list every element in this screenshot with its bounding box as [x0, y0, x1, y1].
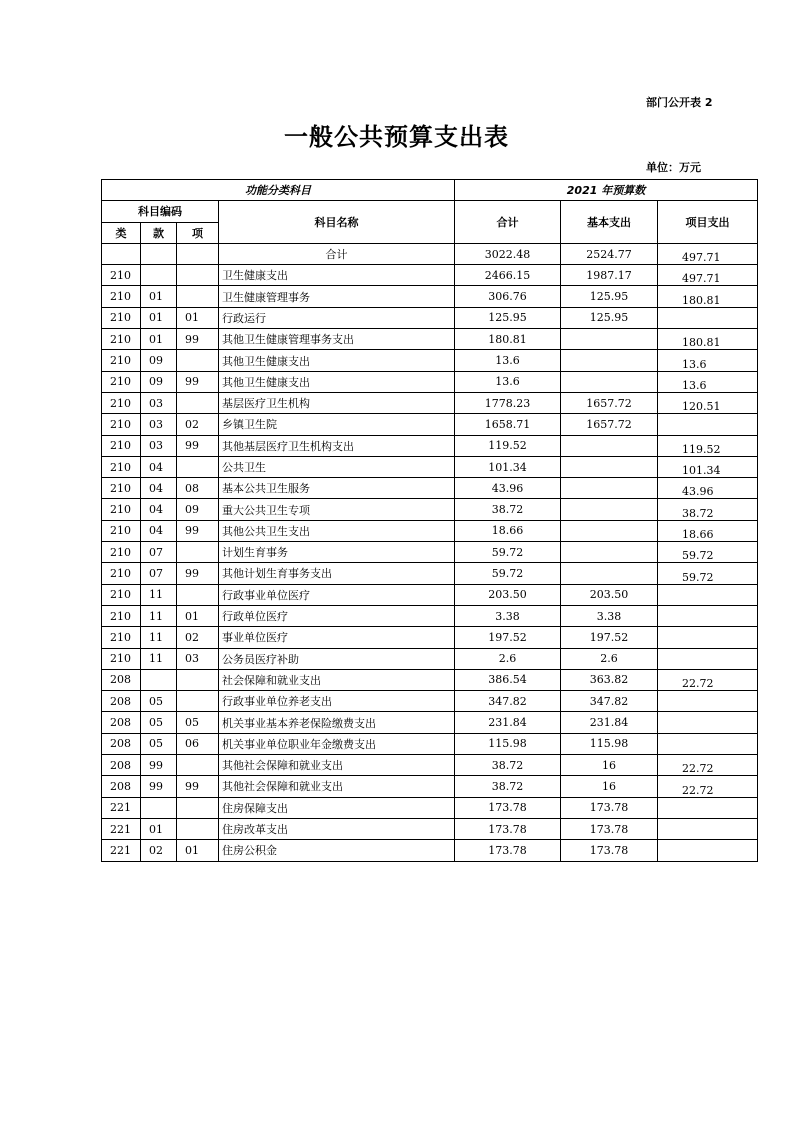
lei-cell: 208 — [102, 712, 141, 733]
kuan-cell: 11 — [141, 627, 177, 648]
project-cell: 59.72 — [658, 542, 758, 563]
lei-cell: 208 — [102, 733, 141, 754]
xiang-cell: 99 — [177, 520, 219, 541]
basic-cell — [561, 563, 658, 584]
total-cell: 38.72 — [455, 499, 561, 520]
lei-cell: 210 — [102, 392, 141, 413]
xiang-cell: 09 — [177, 499, 219, 520]
project-cell — [658, 584, 758, 605]
basic-cell: 125.95 — [561, 307, 658, 328]
item-name-cell: 行政单位医疗 — [219, 605, 455, 626]
kuan-cell: 99 — [141, 755, 177, 776]
xiang-cell: 99 — [177, 563, 219, 584]
xiang-cell: 99 — [177, 329, 219, 350]
table-row — [102, 627, 758, 648]
total-cell: 3022.48 — [455, 243, 561, 264]
xiang-cell — [177, 265, 219, 286]
xiang-cell — [177, 286, 219, 307]
xiang-cell — [177, 669, 219, 690]
item-name-cell: 其他基层医疗卫生机构支出 — [219, 435, 455, 456]
table-row — [102, 818, 758, 839]
basic-cell: 16 — [561, 755, 658, 776]
table-row — [102, 563, 758, 584]
basic-cell: 2524.77 — [561, 243, 658, 264]
lei-cell: 210 — [102, 414, 141, 435]
table-row — [102, 392, 758, 413]
code-group-header: 科目编码 — [102, 201, 219, 222]
lei-cell: 210 — [102, 307, 141, 328]
lei-cell: 210 — [102, 371, 141, 392]
total-cell: 231.84 — [455, 712, 561, 733]
basic-cell: 173.78 — [561, 840, 658, 861]
basic-cell: 203.50 — [561, 584, 658, 605]
lei-cell: 210 — [102, 542, 141, 563]
basic-cell — [561, 520, 658, 541]
table-row — [102, 691, 758, 712]
total-cell: 173.78 — [455, 840, 561, 861]
lei-cell: 208 — [102, 755, 141, 776]
basic-cell: 173.78 — [561, 797, 658, 818]
xiang-cell — [177, 542, 219, 563]
item-name-cell: 计划生育事务 — [219, 542, 455, 563]
basic-cell — [561, 478, 658, 499]
kuan-cell: 04 — [141, 478, 177, 499]
xiang-cell: 99 — [177, 776, 219, 797]
kuan-cell: 11 — [141, 605, 177, 626]
kuan-cell — [141, 265, 177, 286]
kuan-cell — [141, 243, 177, 264]
project-cell: 180.81 — [658, 286, 758, 307]
item-name-cell: 行政事业单位医疗 — [219, 584, 455, 605]
total-cell: 119.52 — [455, 435, 561, 456]
project-cell — [658, 307, 758, 328]
kuan-cell — [141, 669, 177, 690]
header-row-group — [102, 180, 758, 201]
kuan-cell: 05 — [141, 691, 177, 712]
total-cell: 38.72 — [455, 755, 561, 776]
kuan-cell: 09 — [141, 371, 177, 392]
lei-cell: 221 — [102, 797, 141, 818]
total-cell: 386.54 — [455, 669, 561, 690]
table-row — [102, 648, 758, 669]
basic-cell: 347.82 — [561, 691, 658, 712]
item-name-cell: 其他卫生健康管理事务支出 — [219, 329, 455, 350]
xiang-cell: 06 — [177, 733, 219, 754]
lei-cell: 210 — [102, 350, 141, 371]
kuan-cell: 03 — [141, 392, 177, 413]
total-cell: 306.76 — [455, 286, 561, 307]
unit-label: 单位：万元 — [646, 161, 701, 174]
project-cell: 38.72 — [658, 499, 758, 520]
kuan-cell: 01 — [141, 329, 177, 350]
xiang-cell — [177, 584, 219, 605]
item-name-cell: 其他计划生育事务支出 — [219, 563, 455, 584]
total-cell: 1778.23 — [455, 392, 561, 413]
lei-cell: 210 — [102, 499, 141, 520]
kuan-cell: 05 — [141, 733, 177, 754]
total-cell: 2466.15 — [455, 265, 561, 286]
basic-cell: 231.84 — [561, 712, 658, 733]
lei-cell: 221 — [102, 840, 141, 861]
xiang-cell: 05 — [177, 712, 219, 733]
kuan-cell: 07 — [141, 563, 177, 584]
kuan-cell: 11 — [141, 648, 177, 669]
xiang-cell — [177, 243, 219, 264]
lei-cell: 210 — [102, 584, 141, 605]
basic-cell — [561, 435, 658, 456]
lei-cell: 210 — [102, 627, 141, 648]
table-row — [102, 712, 758, 733]
total-cell: 59.72 — [455, 563, 561, 584]
item-name-cell: 机关事业单位职业年金缴费支出 — [219, 733, 455, 754]
table-row — [102, 669, 758, 690]
lei-cell — [102, 243, 141, 264]
kuan-cell: 04 — [141, 520, 177, 541]
table-row — [102, 456, 758, 477]
kuan-cell: 05 — [141, 712, 177, 733]
item-name-cell: 公务员医疗补助 — [219, 648, 455, 669]
project-cell: 120.51 — [658, 392, 758, 413]
xiang-cell — [177, 797, 219, 818]
kuan-cell: 04 — [141, 456, 177, 477]
item-name-cell: 其他卫生健康支出 — [219, 350, 455, 371]
project-cell — [658, 840, 758, 861]
total-cell: 2.6 — [455, 648, 561, 669]
item-name-cell: 合计 — [219, 243, 455, 264]
item-name-cell: 事业单位医疗 — [219, 627, 455, 648]
project-cell: 497.71 — [658, 265, 758, 286]
table-row — [102, 520, 758, 541]
xiang-cell: 02 — [177, 627, 219, 648]
total-cell: 347.82 — [455, 691, 561, 712]
table-row — [102, 414, 758, 435]
kuan-cell — [141, 797, 177, 818]
total-cell: 1658.71 — [455, 414, 561, 435]
lei-cell: 210 — [102, 435, 141, 456]
table-row — [102, 435, 758, 456]
total-cell: 18.66 — [455, 520, 561, 541]
project-cell — [658, 733, 758, 754]
lei-cell: 210 — [102, 286, 141, 307]
basic-cell — [561, 371, 658, 392]
item-name-cell: 其他社会保障和就业支出 — [219, 776, 455, 797]
xiang-cell: 99 — [177, 435, 219, 456]
table-row — [102, 350, 758, 371]
total-cell: 38.72 — [455, 776, 561, 797]
item-name-cell: 基本公共卫生服务 — [219, 478, 455, 499]
basic-cell — [561, 456, 658, 477]
table-row — [102, 265, 758, 286]
total-column-header: 合计 — [455, 201, 561, 244]
xiang-cell: 01 — [177, 307, 219, 328]
total-cell: 173.78 — [455, 818, 561, 839]
xiang-cell: 03 — [177, 648, 219, 669]
basic-cell — [561, 329, 658, 350]
basic-cell — [561, 350, 658, 371]
group-header-budget: 2021 年预算数 — [455, 180, 758, 201]
total-cell: 43.96 — [455, 478, 561, 499]
project-cell — [658, 648, 758, 669]
kuan-column-header: 款 — [141, 222, 177, 243]
table-row — [102, 286, 758, 307]
table-row — [102, 797, 758, 818]
kuan-cell: 07 — [141, 542, 177, 563]
table-row — [102, 499, 758, 520]
total-cell: 125.95 — [455, 307, 561, 328]
basic-cell: 125.95 — [561, 286, 658, 307]
lei-cell: 208 — [102, 691, 141, 712]
project-cell: 22.72 — [658, 669, 758, 690]
lei-column-header: 类 — [102, 222, 141, 243]
basic-cell: 173.78 — [561, 818, 658, 839]
table-row — [102, 329, 758, 350]
xiang-cell: 99 — [177, 371, 219, 392]
item-name-cell: 重大公共卫生专项 — [219, 499, 455, 520]
lei-cell: 221 — [102, 818, 141, 839]
total-cell: 3.38 — [455, 605, 561, 626]
table-row — [102, 584, 758, 605]
project-cell: 497.71 — [658, 243, 758, 264]
xiang-cell: 08 — [177, 478, 219, 499]
item-name-cell: 住房保障支出 — [219, 797, 455, 818]
total-cell: 197.52 — [455, 627, 561, 648]
lei-cell: 210 — [102, 648, 141, 669]
xiang-cell — [177, 691, 219, 712]
xiang-cell — [177, 818, 219, 839]
project-cell — [658, 414, 758, 435]
kuan-cell: 04 — [141, 499, 177, 520]
table-row — [102, 542, 758, 563]
basic-cell — [561, 542, 658, 563]
table-row — [102, 371, 758, 392]
kuan-cell: 01 — [141, 286, 177, 307]
project-cell — [658, 605, 758, 626]
item-name-cell: 社会保障和就业支出 — [219, 669, 455, 690]
item-name-cell: 公共卫生 — [219, 456, 455, 477]
project-cell: 13.6 — [658, 350, 758, 371]
project-column-header: 项目支出 — [658, 201, 758, 244]
basic-cell: 16 — [561, 776, 658, 797]
item-name-cell: 行政事业单位养老支出 — [219, 691, 455, 712]
lei-cell: 210 — [102, 456, 141, 477]
item-name-cell: 行政运行 — [219, 307, 455, 328]
lei-cell: 210 — [102, 265, 141, 286]
basic-cell: 1657.72 — [561, 392, 658, 413]
project-cell: 13.6 — [658, 371, 758, 392]
total-cell: 115.98 — [455, 733, 561, 754]
basic-cell: 3.38 — [561, 605, 658, 626]
xiang-cell — [177, 456, 219, 477]
table-row — [102, 733, 758, 754]
table-row — [102, 755, 758, 776]
total-cell: 13.6 — [455, 350, 561, 371]
table-row — [102, 776, 758, 797]
item-name-cell: 住房改革支出 — [219, 818, 455, 839]
project-cell — [658, 818, 758, 839]
table-row — [102, 307, 758, 328]
total-cell: 59.72 — [455, 542, 561, 563]
header-row-code — [102, 201, 758, 222]
xiang-cell: 02 — [177, 414, 219, 435]
item-name-cell: 其他卫生健康支出 — [219, 371, 455, 392]
item-name-cell: 卫生健康支出 — [219, 265, 455, 286]
item-name-cell: 其他公共卫生支出 — [219, 520, 455, 541]
basic-cell — [561, 499, 658, 520]
basic-cell: 363.82 — [561, 669, 658, 690]
total-cell: 180.81 — [455, 329, 561, 350]
budget-table — [101, 179, 758, 862]
document-number: 部门公开表 2 — [646, 96, 713, 109]
total-cell: 173.78 — [455, 797, 561, 818]
basic-cell: 1987.17 — [561, 265, 658, 286]
project-cell: 18.66 — [658, 520, 758, 541]
lei-cell: 210 — [102, 605, 141, 626]
project-cell: 43.96 — [658, 478, 758, 499]
xiang-cell: 01 — [177, 840, 219, 861]
item-name-cell: 基层医疗卫生机构 — [219, 392, 455, 413]
basic-column-header: 基本支出 — [561, 201, 658, 244]
kuan-cell: 11 — [141, 584, 177, 605]
basic-cell: 1657.72 — [561, 414, 658, 435]
item-name-cell: 乡镇卫生院 — [219, 414, 455, 435]
kuan-cell: 03 — [141, 414, 177, 435]
lei-cell: 208 — [102, 669, 141, 690]
item-name-cell: 住房公积金 — [219, 840, 455, 861]
lei-cell: 210 — [102, 563, 141, 584]
basic-cell: 197.52 — [561, 627, 658, 648]
kuan-cell: 03 — [141, 435, 177, 456]
basic-cell: 115.98 — [561, 733, 658, 754]
xiang-column-header: 项 — [177, 222, 219, 243]
lei-cell: 210 — [102, 329, 141, 350]
total-cell: 101.34 — [455, 456, 561, 477]
project-cell: 59.72 — [658, 563, 758, 584]
total-row — [102, 243, 758, 264]
total-cell: 13.6 — [455, 371, 561, 392]
project-cell — [658, 797, 758, 818]
lei-cell: 210 — [102, 478, 141, 499]
item-name-cell: 其他社会保障和就业支出 — [219, 755, 455, 776]
project-cell — [658, 627, 758, 648]
kuan-cell: 01 — [141, 307, 177, 328]
total-cell: 203.50 — [455, 584, 561, 605]
item-name-cell: 机关事业基本养老保险缴费支出 — [219, 712, 455, 733]
table-row — [102, 478, 758, 499]
project-cell: 101.34 — [658, 456, 758, 477]
kuan-cell: 99 — [141, 776, 177, 797]
name-column-header: 科目名称 — [219, 201, 455, 244]
xiang-cell: 01 — [177, 605, 219, 626]
xiang-cell — [177, 350, 219, 371]
xiang-cell — [177, 755, 219, 776]
table-row — [102, 605, 758, 626]
xiang-cell — [177, 392, 219, 413]
project-cell: 22.72 — [658, 776, 758, 797]
project-cell — [658, 712, 758, 733]
lei-cell: 208 — [102, 776, 141, 797]
basic-cell: 2.6 — [561, 648, 658, 669]
table-row — [102, 840, 758, 861]
kuan-cell: 01 — [141, 818, 177, 839]
item-name-cell: 卫生健康管理事务 — [219, 286, 455, 307]
group-header-function: 功能分类科目 — [102, 180, 455, 201]
lei-cell: 210 — [102, 520, 141, 541]
kuan-cell: 02 — [141, 840, 177, 861]
project-cell: 180.81 — [658, 329, 758, 350]
project-cell: 22.72 — [658, 755, 758, 776]
project-cell — [658, 691, 758, 712]
page-title: 一般公共预算支出表 — [284, 122, 509, 151]
project-cell: 119.52 — [658, 435, 758, 456]
kuan-cell: 09 — [141, 350, 177, 371]
